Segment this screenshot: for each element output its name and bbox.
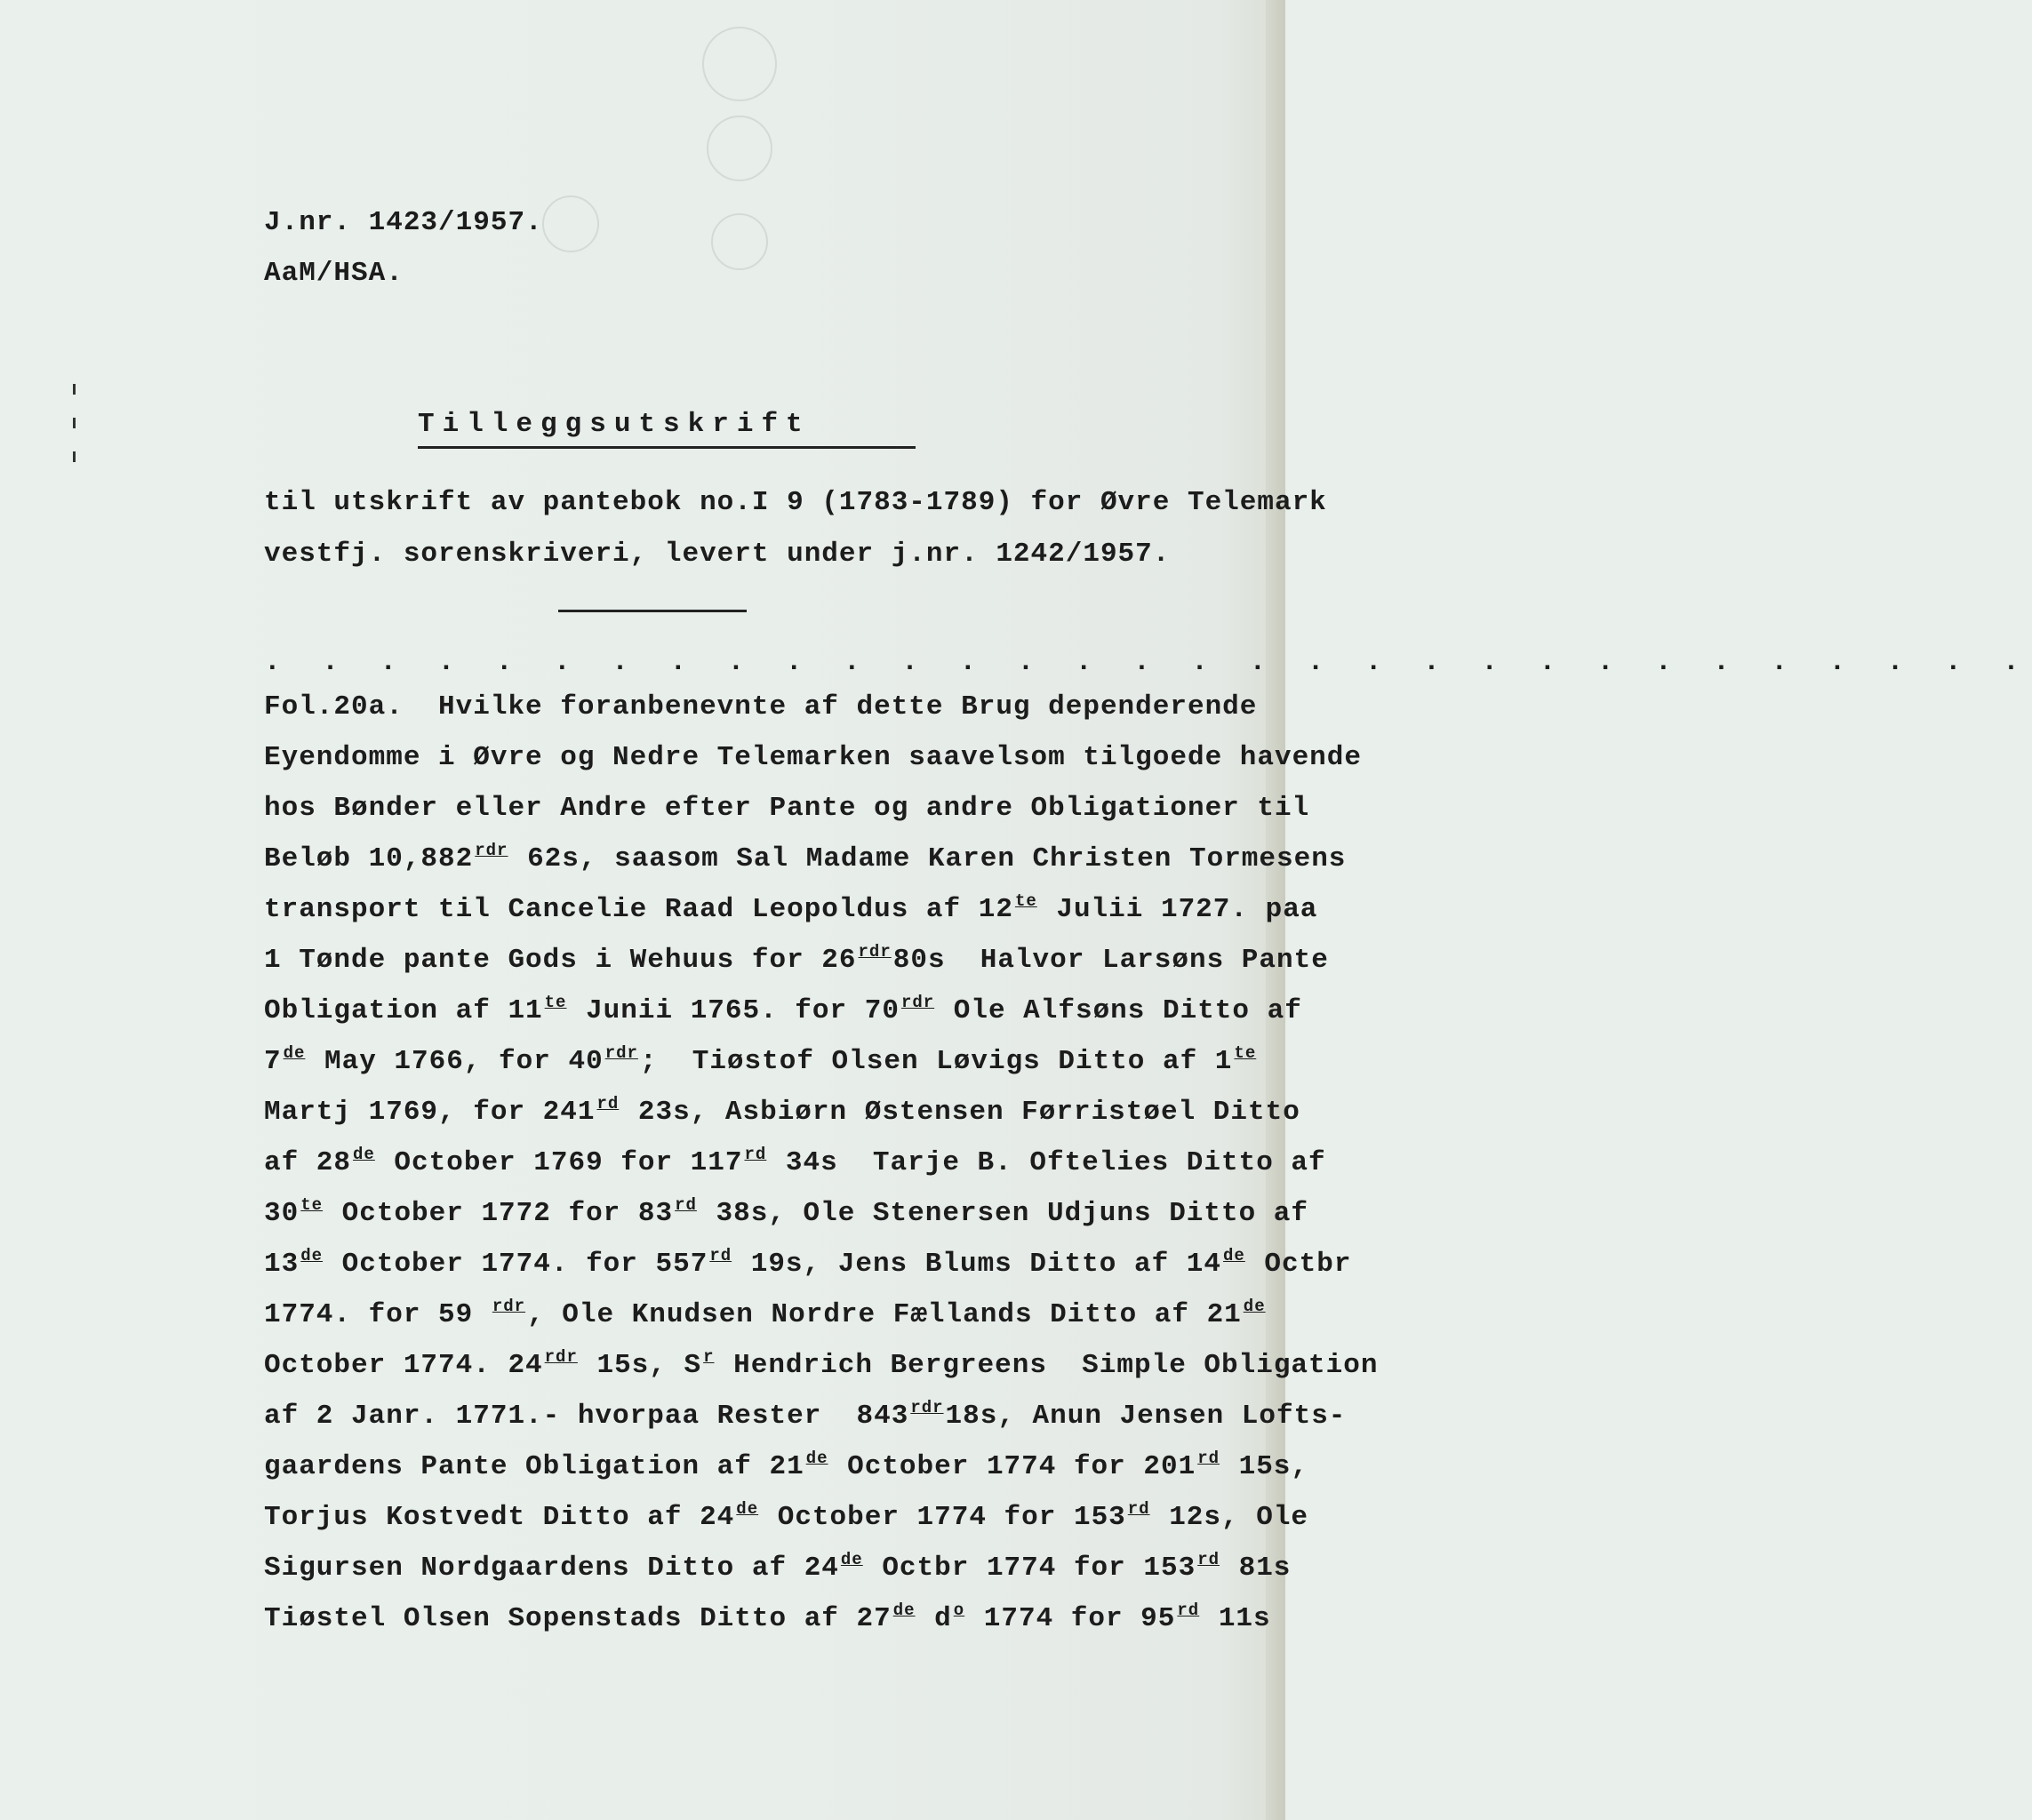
line-text: Junii 1765. for 70 [568,995,900,1026]
body-line [264,742,1362,773]
line-text: Obligation af 11 [264,995,543,1026]
body-line [264,1499,1309,1533]
superscript: rd [596,1094,620,1114]
superscript: te [1014,891,1037,911]
line-text: October 1774. for 557 [324,1249,708,1280]
body-line [264,891,1318,925]
superscript: rdr [858,942,892,962]
superscript: de [353,1145,375,1164]
line-text: 34s Tarje B. Oftelies Ditto af [768,1147,1326,1178]
line-text: Octbr 1774 for 153 [864,1553,1196,1584]
body-line [264,1600,1271,1634]
superscript: te [544,993,567,1012]
line-text: transport til Cancelie Raad Leopoldus af 12 [264,894,1013,925]
faint-stamp-2 [707,116,772,181]
initials: AaM/HSA. [264,258,404,289]
body-line [264,1147,1326,1178]
line-text: Torjus Kostvedt Ditto af 24 [264,1502,735,1533]
document-title: Tilleggsutskrift [418,409,811,440]
line-text: Tiøstel Olsen Sopenstads Ditto af 27 [264,1603,892,1634]
line-text: d [916,1603,952,1634]
faint-stamp-1 [702,27,777,101]
superscript: de [1243,1297,1266,1316]
line-text: 1 Tønde pante Gods i Wehuus for 26 [264,945,857,976]
line-text: October 1774 for 153 [760,1502,1126,1533]
line-text: Ole Alfsøns Ditto af [936,995,1302,1026]
body-line [264,1398,1347,1432]
margin-mark [73,384,76,395]
line-text: October 1769 for 117 [376,1147,743,1178]
superscript: rdr [475,841,508,860]
line-text: October 1774 for 201 [829,1451,1196,1482]
superscript: r [703,1347,715,1367]
line-text: 1774. for 59 [264,1299,491,1330]
line-text: Eyendomme i Øvre og Nedre Telemarken saavelsom tilgoede havende [264,742,1362,773]
superscript: rd [744,1145,767,1164]
superscript: te [300,1195,324,1215]
superscript: rdr [544,1347,578,1367]
body-line [264,1299,1268,1330]
line-text: 11s [1201,1603,1271,1634]
line-text: 38s, Ole Stenersen Udjuns Ditto af [698,1198,1309,1229]
line-text: af 2 Janr. 1771.- hvorpaa Rester 843 [264,1401,909,1432]
line-text: Beløb 10,882 [264,843,474,874]
superscript: de [283,1043,306,1063]
line-text: Martj 1769, for 241 [264,1097,596,1128]
body-line [264,1043,1258,1077]
line-text: Hendrich Bergreens Simple Obligation [716,1350,1379,1381]
line-text: 30 [264,1198,300,1229]
body-line [264,1347,1379,1381]
superscript: de [840,1550,863,1569]
line-text: 62s, saasom Sal Madame Karen Christen Tormesens [509,843,1347,874]
line-text: ; Tiøstof Olsen Løvigs Ditto af 1 [639,1046,1233,1077]
body-line [264,691,1257,722]
superscript: o [953,1600,965,1620]
intro-line: vestfj. sorenskriveri, levert under j.nr. 1242/1957. [264,539,1171,570]
ellipsis-dots: . . . . . . . . . . . . . . . . . . . . . . . . . . . . . . . [264,647,2032,678]
line-text: October 1772 for 83 [324,1198,674,1229]
body-line [264,995,1302,1026]
body-line [264,793,1309,824]
title-underline [418,446,916,449]
body-line [264,942,1329,976]
line-text: 19s, Jens Blums Ditto af 14 [733,1249,1222,1280]
superscript: rd [1197,1550,1220,1569]
superscript: de [736,1499,759,1519]
line-text: 15s, [1221,1451,1309,1482]
line-text: 12s, Ole [1151,1502,1309,1533]
line-text: hos Bønder eller Andre efter Pante og andre Obligationer til [264,793,1310,824]
superscript: rd [1197,1449,1220,1468]
line-text: 15s, S [579,1350,702,1381]
line-text: May 1766, for 40 [307,1046,604,1077]
body-line [264,1195,1309,1229]
line-text: gaardens Pante Obligation af 21 [264,1451,804,1482]
body-line [264,1550,1292,1584]
line-text: 7 [264,1046,282,1077]
line-text: 80s Halvor Larsøns Pante [892,945,1329,976]
superscript: rd [675,1195,697,1215]
line-text: 18s, Anun Jensen Lofts- [945,1401,1347,1432]
superscript: rd [709,1246,732,1265]
body-line [264,1246,1352,1280]
line-text: 81s [1221,1553,1292,1584]
superscript: rdr [604,1043,638,1063]
superscript: rd [1127,1499,1150,1519]
line-text: , Ole Knudsen Nordre Fællands Ditto af 21 [527,1299,1242,1330]
superscript: rdr [910,1398,944,1417]
line-text: af 28 [264,1147,352,1178]
body-line [264,1094,1300,1128]
line-text: October 1774. 24 [264,1350,543,1381]
line-text: Octbr [1246,1249,1352,1280]
line-text: 23s, Asbiørn Østensen Førristøel Ditto [620,1097,1300,1128]
line-text: 1774 for 95 [966,1603,1176,1634]
margin-mark [73,451,76,462]
superscript: rdr [492,1297,526,1316]
superscript: rd [1177,1600,1200,1620]
journal-number: J.nr. 1423/1957. [264,207,543,238]
margin-mark [73,418,76,428]
line-text: Sigursen Nordgaardens Ditto af 24 [264,1553,839,1584]
line-text: Julii 1727. paa [1038,894,1318,925]
body-line [264,1451,1308,1482]
superscript: rdr [900,993,935,1012]
line-text: Fol.20a. Hvilke foranbenevnte af dette Brug dependerende [264,691,1258,722]
faint-stamp-3 [711,213,768,270]
superscript: de [1223,1246,1245,1265]
superscript: de [892,1600,916,1620]
faint-stamp-4 [542,196,599,252]
line-text: 13 [264,1249,300,1280]
superscript: de [805,1449,828,1468]
superscript: de [300,1246,324,1265]
superscript: te [1234,1043,1257,1063]
body-line [264,843,1346,874]
separator-rule [558,610,747,612]
intro-line: til utskrift av pantebok no.I 9 (1783-1789) for Øvre Telemark [264,487,1327,518]
